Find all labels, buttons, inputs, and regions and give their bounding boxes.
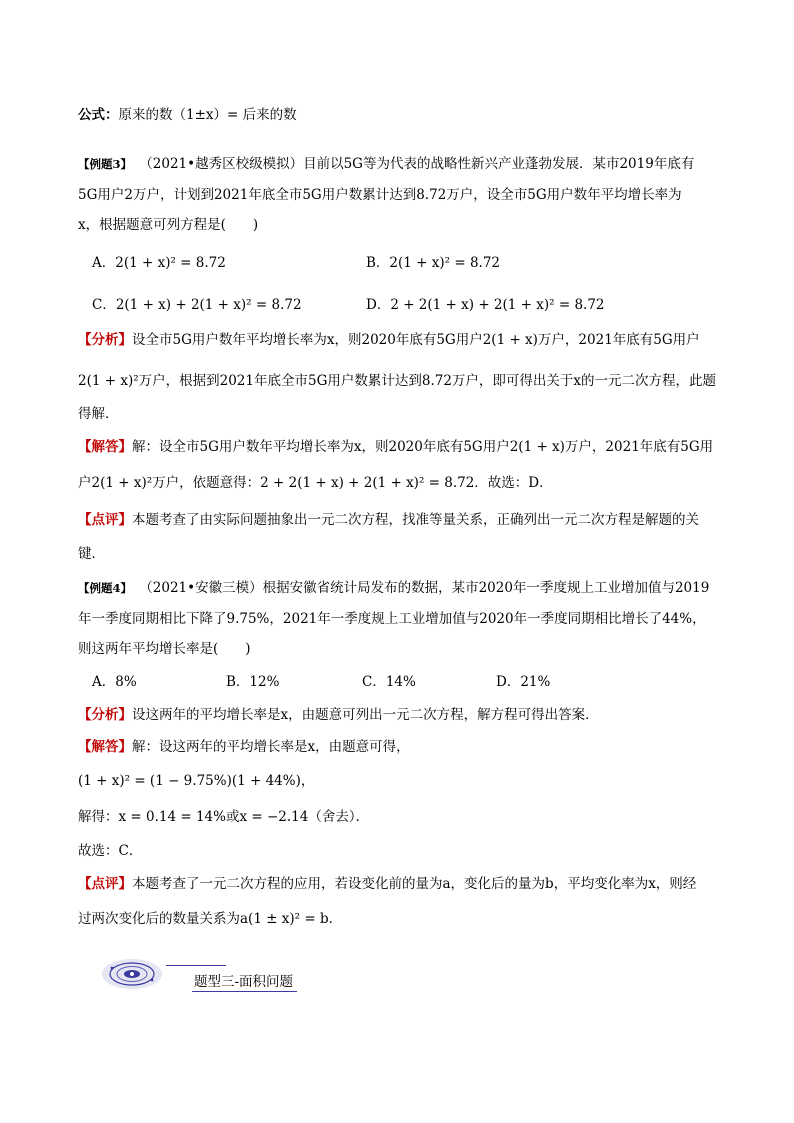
ex4-answer-line1 <box>78 738 410 756</box>
ex3-analysis-tag: 【分析】 <box>78 332 132 348</box>
ex3-answer-line1 <box>78 438 713 456</box>
ex4-option-b: B．12% <box>226 674 280 690</box>
ex3-comment-tag: 【点评】 <box>78 512 132 528</box>
ex3-option-b: B．2(1 + x)² = 8.72 <box>366 255 501 271</box>
ex4-analysis-text1: 设这两年的平均增长率是x，由题意可列出一元二次方程，解方程可得出答案． <box>132 707 599 723</box>
ex4-tag: 【例题4】 <box>78 581 133 595</box>
formula-text: 原来的数（1±x）= 后来的数 <box>118 107 297 123</box>
ex4-answer-line3: 解得：x = 0.14 = 14%或x = −2.14（舍去）． <box>78 809 370 825</box>
ex3-tag: 【例题3】 <box>78 157 133 171</box>
ex4-comment-text1: 本题考查了一元二次方程的应用，若设变化前的量为a，变化后的量为b，平均变化率为x，则经 <box>132 876 697 892</box>
ex4-line2: 年一季度同期相比下降了9.75%，2021年一季度规上工业增加值与2020年一季度同期相比增长了44%， <box>78 611 706 627</box>
ex3-line1 <box>78 155 694 173</box>
ex3-option-c: C．2(1 + x) + 2(1 + x)² = 8.72 <box>92 297 302 313</box>
section-rule <box>166 965 226 966</box>
ex3-comment-text1: 本题考查了由实际问题抽象出一元二次方程，找准等量关系，正确列出一元二次方程是解题的关 <box>132 512 699 528</box>
formula-label: 公式： <box>78 107 119 123</box>
ex4-option-c: C．14% <box>362 674 416 690</box>
ex4-comment-line2: 过两次变化后的数量关系为a(1 ± x)² = b． <box>78 911 343 927</box>
ex3-analysis-line1 <box>78 331 700 349</box>
ex3-comment-line2: 键． <box>78 546 105 562</box>
ex4-option-d: D．21% <box>496 674 551 690</box>
ex4-answer-text1: 解：设这两年的平均增长率是x，由题意可得， <box>132 739 410 755</box>
ex3-analysis-line2: 2(1 + x)²万户，根据到2021年底全市5G用户数累计达到8.72万户，即可得出关于x的一元二次方程，此题 <box>78 373 717 389</box>
ex4-analysis-line1 <box>78 706 599 724</box>
ex3-comment-line1 <box>78 511 699 529</box>
ex3-analysis-text1: 设全市5G用户数年平均增长率为x，则2020年底有5G用户2(1 + x)万户，2021年底有5G用户 <box>132 332 700 348</box>
ex4-option-a: A．8% <box>92 674 137 690</box>
ex3-line3: x，根据题意可列方程是( ) <box>78 217 259 233</box>
ex4-answer-line2: (1 + x)² = (1 − 9.75%)(1 + 44%)， <box>78 773 315 789</box>
ex3-answer-text1: 解：设全市5G用户数年平均增长率为x，则2020年底有5G用户2(1 + x)万户，2021年底有5G用 <box>132 439 714 455</box>
ex4-comment-line1 <box>78 875 696 893</box>
swirl-emblem-icon <box>100 956 164 992</box>
ex3-answer-tag: 【解答】 <box>78 439 132 455</box>
ex4-line3: 则这两年平均增长率是( ) <box>78 641 251 657</box>
section-title: 题型三-面积问题 <box>192 970 297 992</box>
ex4-answer-tag: 【解答】 <box>78 739 132 755</box>
ex3-line2: 5G用户2万户，计划到2021年底全市5G用户数累计达到8.72万户，设全市5G用户数年平均增长率为 <box>78 187 682 203</box>
ex3-analysis-line3: 得解． <box>78 406 119 422</box>
formula-line <box>78 106 297 124</box>
ex4-comment-tag: 【点评】 <box>78 876 132 892</box>
ex4-answer-line4: 故选：C． <box>78 843 143 859</box>
ex3-option-d: D．2 + 2(1 + x) + 2(1 + x)² = 8.72 <box>366 297 605 313</box>
ex3-text1: （2021•越秀区校级模拟）目前以5G等为代表的战略性新兴产业蓬勃发展．某市2019年底有 <box>146 156 695 172</box>
ex4-analysis-tag: 【分析】 <box>78 707 132 723</box>
ex4-text1: （2021•安徽三模）根据安徽省统计局发布的数据，某市2020年一季度规上工业增加值与2019 <box>146 580 710 596</box>
ex4-line1 <box>78 579 709 597</box>
ex3-answer-line2: 户2(1 + x)²万户，依题意得：2 + 2(1 + x) + 2(1 + x)² = 8.72．故选：D． <box>78 475 553 491</box>
section-header <box>100 956 330 992</box>
ex3-option-a: A．2(1 + x)² = 8.72 <box>92 255 226 271</box>
